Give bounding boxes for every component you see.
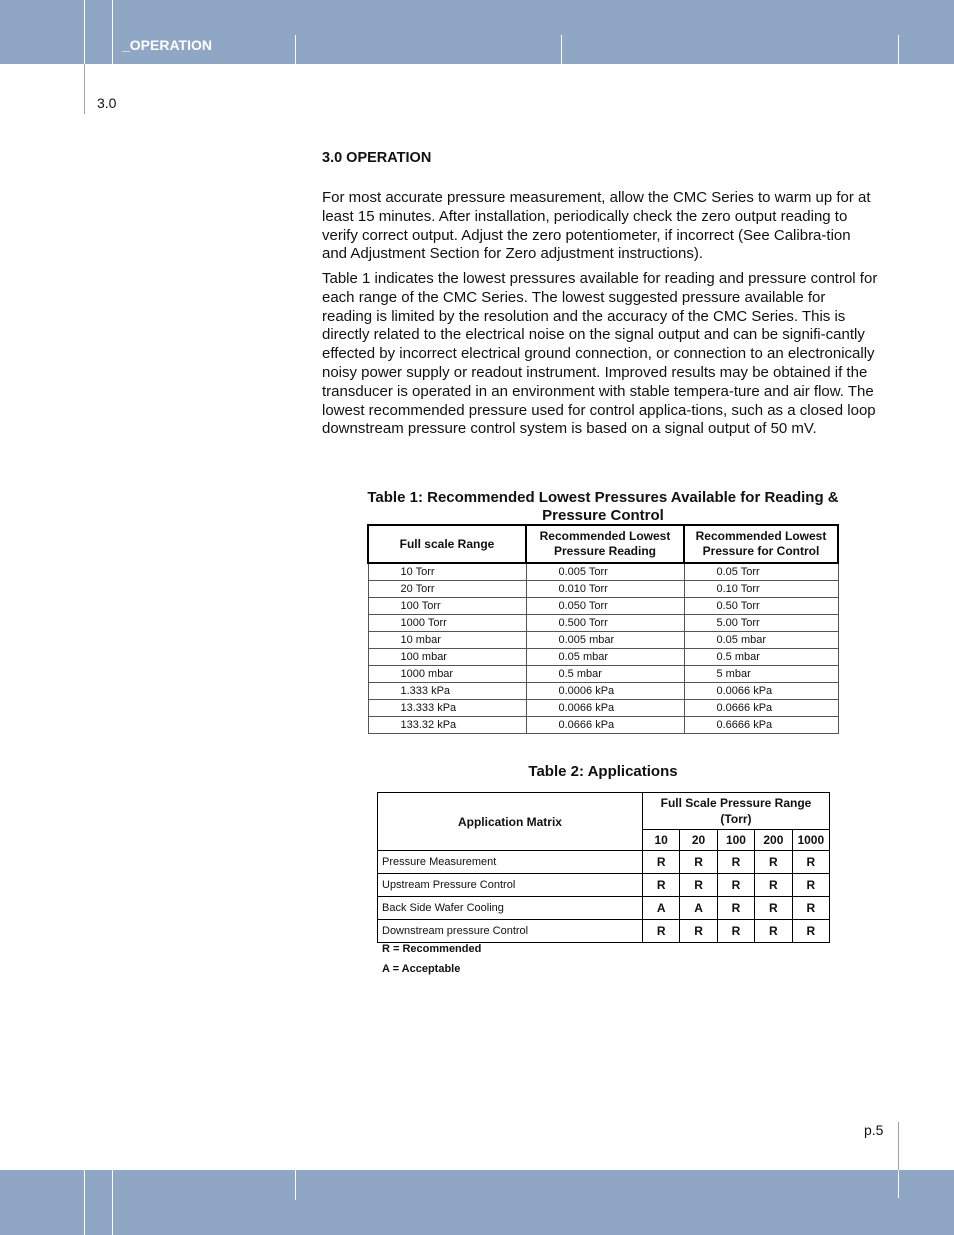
table-cell: 0.50 Torr [684, 598, 838, 615]
rating-cell: R [717, 851, 754, 874]
table-row [368, 581, 838, 598]
table-cell: 0.0066 kPa [684, 683, 838, 700]
column-header: Full scale Range [368, 525, 526, 563]
table-row [378, 920, 830, 943]
table-cell: 0.005 Torr [526, 563, 684, 581]
table-cell: 100 Torr [368, 598, 526, 615]
table-row [368, 700, 838, 717]
table2-caption: Table 2: Applications [528, 763, 678, 780]
table-cell: 13.333 kPa [368, 700, 526, 717]
section-label: _OPERATION [122, 37, 212, 53]
rating-cell: R [755, 851, 792, 874]
table-row [368, 598, 838, 615]
rating-cell: A [642, 897, 679, 920]
table-cell: 0.050 Torr [526, 598, 684, 615]
table-row [368, 563, 838, 581]
footer-divider [295, 1170, 296, 1200]
rating-cell: R [717, 897, 754, 920]
table-cell: 5.00 Torr [684, 615, 838, 632]
table-header-row [368, 525, 838, 563]
pressure-range-header: Full Scale Pressure Range (Torr) [642, 793, 829, 830]
table-row [368, 632, 838, 649]
table-cell: 0.5 mbar [684, 649, 838, 666]
range-header: 200 [755, 830, 792, 851]
table-cell: 100 mbar [368, 649, 526, 666]
rating-cell: R [680, 920, 717, 943]
table-cell: 0.0006 kPa [526, 683, 684, 700]
table-cell: 10 mbar [368, 632, 526, 649]
application-name: Pressure Measurement [378, 851, 643, 874]
table-cell: 0.5 mbar [526, 666, 684, 683]
application-name: Back Side Wafer Cooling [378, 897, 643, 920]
table-cell: 0.6666 kPa [684, 717, 838, 734]
table-cell: 1.333 kPa [368, 683, 526, 700]
table2 [377, 792, 830, 943]
table-cell: 0.010 Torr [526, 581, 684, 598]
table-row [378, 874, 830, 897]
table1 [367, 524, 839, 734]
table-cell: 5 mbar [684, 666, 838, 683]
table-row [368, 666, 838, 683]
rating-cell: R [642, 874, 679, 897]
header-divider [295, 35, 296, 64]
table-cell: 0.005 mbar [526, 632, 684, 649]
table-row [368, 683, 838, 700]
range-header: 20 [680, 830, 717, 851]
rating-cell: R [792, 851, 829, 874]
header-divider [84, 0, 85, 64]
application-name: Downstream pressure Control [378, 920, 643, 943]
page-number: p.5 [864, 1122, 884, 1138]
table-cell: 1000 Torr [368, 615, 526, 632]
column-header: Recommended Lowest Pressure for Control [684, 525, 838, 563]
table-cell: 0.05 mbar [526, 649, 684, 666]
legend-recommended: R = Recommended [382, 943, 482, 955]
range-header: 100 [717, 830, 754, 851]
table-cell: 1000 mbar [368, 666, 526, 683]
table-cell: 0.0666 kPa [526, 717, 684, 734]
table-row [368, 615, 838, 632]
rating-cell: R [717, 874, 754, 897]
header-divider [561, 35, 562, 64]
table-cell: 0.0666 kPa [684, 700, 838, 717]
table-cell: 0.500 Torr [526, 615, 684, 632]
table-row [368, 717, 838, 734]
rating-cell: R [755, 874, 792, 897]
rating-cell: A [680, 897, 717, 920]
rating-cell: R [792, 874, 829, 897]
table-row [368, 649, 838, 666]
chapter-number: 3.0 [97, 95, 117, 111]
table-row [378, 897, 830, 920]
rating-cell: R [642, 920, 679, 943]
table-cell: 0.05 Torr [684, 563, 838, 581]
paragraph: Table 1 indicates the lowest pressures available for reading and pressure control for each range of the CMC Series. The lowest suggested pressure available for reading is limited by the resolution and the accuracy of the CMC Series. This is directly related to the electrical noise on the signal output and can be signifi-cantly effected by incorrect electrical ground connection, or connection to an electronically noisy power supply or readout instrument. Improved results may be obtained if the transducer is operated in an environment with stable tempera-ture and air flow. The lowest recommended pressure used for control applica-tions, such as a closed loop downstream pressure control system is based on a signal output of 50 mV. [322, 270, 878, 438]
rating-cell: R [792, 920, 829, 943]
rating-cell: R [792, 897, 829, 920]
rating-cell: R [755, 897, 792, 920]
table-cell: 133.32 kPa [368, 717, 526, 734]
table-cell: 0.05 mbar [684, 632, 838, 649]
margin-rule [84, 64, 85, 114]
table-cell: 20 Torr [368, 581, 526, 598]
column-header: Recommended Lowest Pressure Reading [526, 525, 684, 563]
rating-cell: R [642, 851, 679, 874]
table-cell: 0.0066 kPa [526, 700, 684, 717]
footer-divider [898, 1170, 899, 1198]
table1-caption: Table 1: Recommended Lowest Pressures Available for Reading & Pressure Control [367, 489, 839, 524]
margin-rule [898, 1122, 899, 1170]
rating-cell: R [717, 920, 754, 943]
legend-acceptable: A = Acceptable [382, 963, 461, 975]
header-divider [112, 0, 113, 64]
rating-cell: R [680, 851, 717, 874]
footer-band [0, 1170, 954, 1235]
range-header: 1000 [792, 830, 829, 851]
application-matrix-header: Application Matrix [378, 793, 643, 851]
application-name: Upstream Pressure Control [378, 874, 643, 897]
table-cell: 10 Torr [368, 563, 526, 581]
header-band [0, 0, 954, 64]
footer-divider [112, 1170, 113, 1235]
page-heading: 3.0 OPERATION [322, 150, 432, 166]
table-cell: 0.10 Torr [684, 581, 838, 598]
rating-cell: R [680, 874, 717, 897]
header-divider [898, 35, 899, 64]
footer-divider [84, 1170, 85, 1235]
range-header: 10 [642, 830, 679, 851]
rating-cell: R [755, 920, 792, 943]
paragraph: For most accurate pressure measurement, allow the CMC Series to warm up for at least 15 minutes. After installation, periodically check the zero output reading to verify correct output. Adjust the zero potentiometer, if incorrect (See Calibra-tion and Adjustment Section for Zero adjustment instructions). [322, 189, 871, 263]
table-row [378, 851, 830, 874]
